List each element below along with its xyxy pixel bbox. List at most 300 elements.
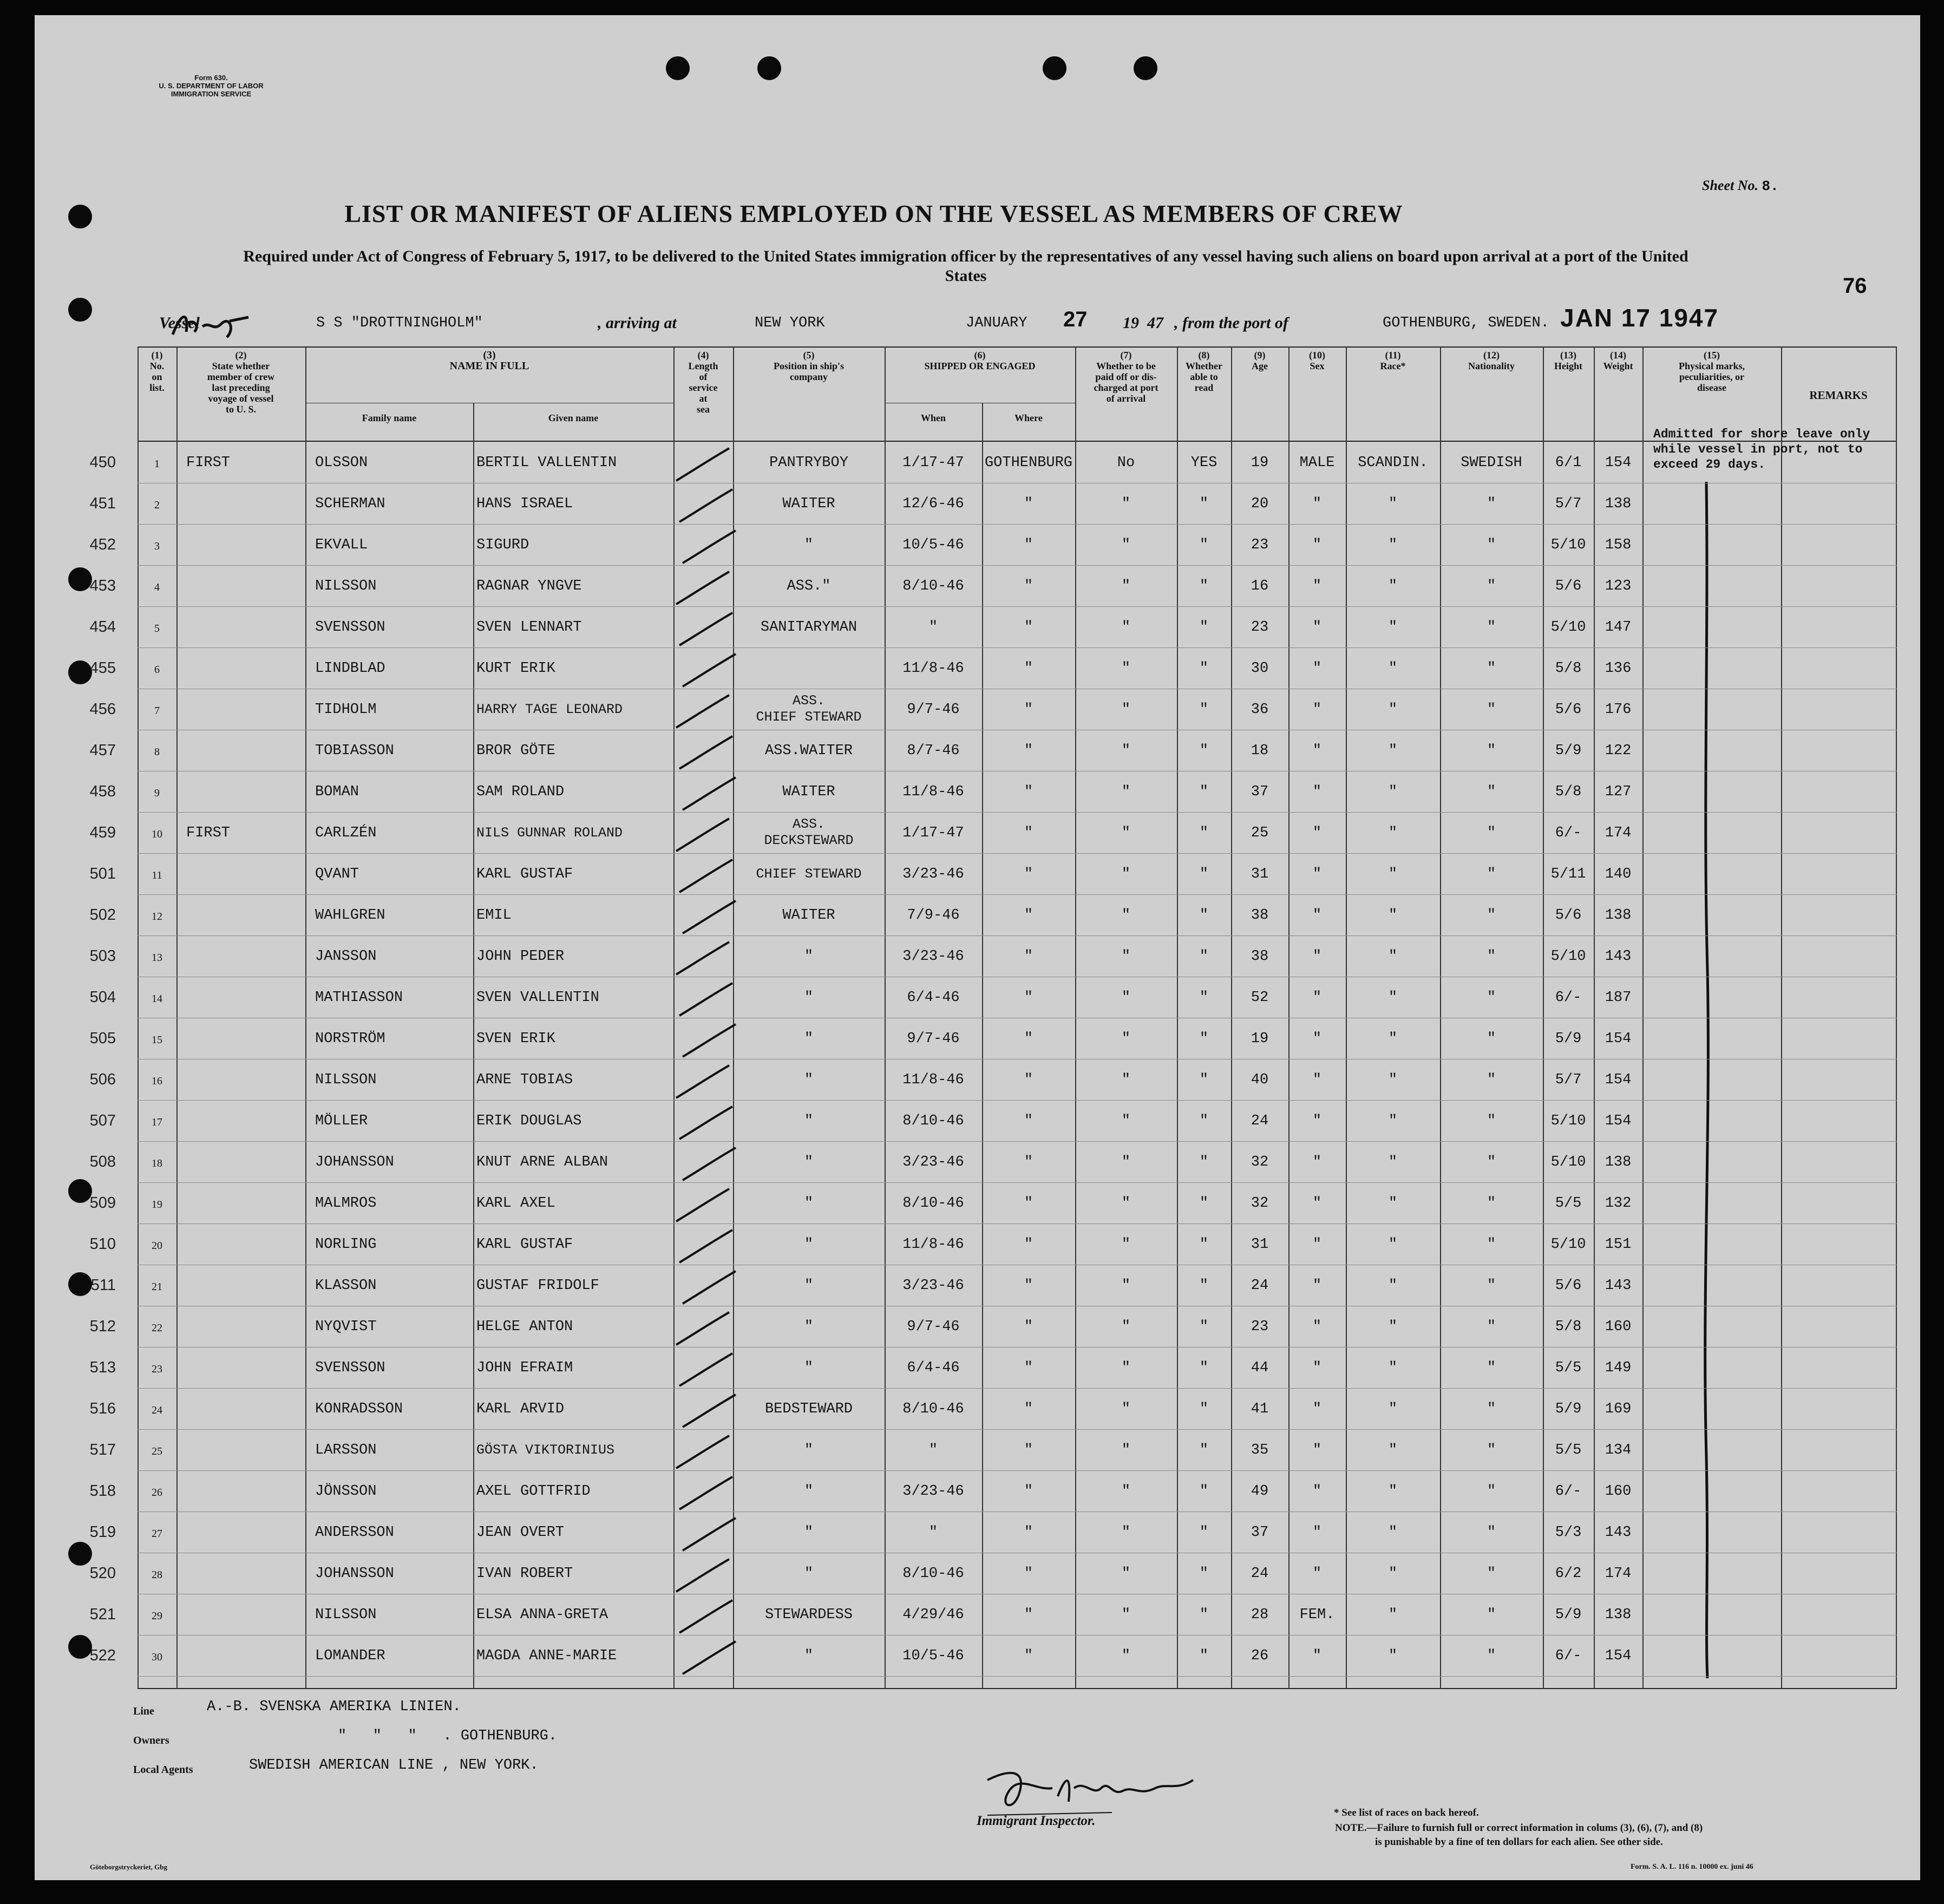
service-check-mark — [671, 1308, 736, 1351]
row-rule — [138, 1429, 1897, 1430]
sex-cell: " — [1312, 1566, 1322, 1582]
height-cell: 5/10 — [1550, 1154, 1586, 1170]
shipped-where-cell: " — [1024, 1072, 1033, 1088]
header-age: (9) Age — [1252, 350, 1268, 371]
paid-off-cell: " — [1121, 619, 1131, 636]
given-name-cell: SAM ROLAND — [476, 784, 565, 800]
punch-hole — [666, 56, 690, 80]
paid-off-cell: " — [1121, 866, 1131, 882]
weight-cell: 154 — [1605, 1031, 1632, 1047]
weight-cell: 176 — [1605, 702, 1632, 718]
age-cell: 19 — [1251, 455, 1269, 471]
paid-off-cell: " — [1121, 784, 1131, 800]
sex-cell: " — [1312, 1031, 1322, 1047]
weight-cell: 151 — [1605, 1236, 1632, 1253]
nationality-cell: " — [1487, 784, 1496, 800]
family-name-cell: JANSSON — [315, 948, 377, 965]
family-name-cell: NORSTRÖM — [315, 1031, 385, 1047]
nationality-cell: " — [1487, 1607, 1496, 1623]
race-cell: " — [1388, 537, 1398, 553]
shipped-where-cell: " — [1024, 1195, 1033, 1212]
form-reference: Form. S. A. L. 116 n. 10000 ex. juni 46 — [1631, 1863, 1753, 1871]
sex-cell: " — [1312, 619, 1322, 636]
sheet-number — [1702, 178, 1779, 194]
service-check-mark — [671, 1185, 736, 1228]
shipped-where-cell: " — [1024, 1319, 1033, 1335]
position-cell: WAITER — [782, 907, 835, 924]
shipped-when-cell: 10/5-46 — [902, 1648, 964, 1664]
nationality-cell: " — [1487, 990, 1496, 1006]
family-name-cell: KLASSON — [315, 1278, 377, 1294]
row-number: 14 — [152, 993, 162, 1005]
paid-off-cell: " — [1121, 1278, 1131, 1294]
shipped-where-cell: " — [1024, 1154, 1033, 1170]
able-to-read-cell: " — [1199, 1113, 1209, 1129]
family-name-cell: LARSSON — [315, 1442, 377, 1458]
family-name-cell: NILSSON — [315, 1607, 377, 1623]
shipped-where-cell: " — [1024, 825, 1033, 841]
header-given-name: Given name — [548, 413, 599, 423]
weight-cell: 143 — [1605, 948, 1632, 965]
manifest-reference-number: 452 — [89, 536, 116, 553]
position-cell: STEWARDESS — [764, 1607, 853, 1623]
shipped-when-cell: 8/10-46 — [902, 1566, 964, 1582]
nationality-cell: " — [1487, 825, 1496, 841]
row-rule — [138, 1676, 1897, 1677]
header-where: Where — [1014, 413, 1043, 423]
service-check-mark — [674, 1226, 739, 1269]
nationality-cell: " — [1487, 1236, 1496, 1253]
given-name-cell: JOHN PEDER — [476, 948, 565, 965]
shipped-when-cell: 11/8-46 — [902, 784, 964, 800]
paid-off-cell: " — [1121, 1566, 1131, 1582]
manifest-reference-number: 509 — [89, 1194, 116, 1212]
service-check-mark — [671, 814, 736, 858]
age-cell: 25 — [1251, 825, 1269, 841]
shipped-when-cell: 9/7-46 — [907, 1319, 960, 1335]
header-position: (5) Position in ship's company — [773, 350, 845, 382]
row-rule — [138, 1100, 1897, 1101]
family-name-cell: KONRADSSON — [315, 1401, 403, 1417]
manifest-reference-number: 457 — [89, 742, 116, 759]
weight-cell: 154 — [1605, 1648, 1632, 1664]
able-to-read-cell: " — [1199, 1236, 1209, 1253]
position-cell: WAITER — [782, 496, 835, 512]
race-cell: " — [1388, 1648, 1398, 1664]
shipped-where-cell: " — [1024, 1236, 1033, 1253]
row-number: 6 — [154, 664, 160, 676]
sheet-label: Sheet No. — [1702, 178, 1758, 193]
table-bottom-rule — [138, 1688, 1897, 1689]
manifest-reference-number: 456 — [89, 701, 116, 718]
row-rule — [138, 1182, 1897, 1183]
manifest-reference-number: 520 — [89, 1565, 116, 1582]
able-to-read-cell: " — [1199, 1360, 1209, 1376]
given-name-cell: ELSA ANNA-GRETA — [476, 1607, 608, 1623]
vessel-line — [143, 304, 1719, 337]
age-cell: 32 — [1251, 1195, 1269, 1212]
header-shipped-or-engaged: (6) SHIPPED OR ENGAGED — [924, 350, 1036, 371]
immigrant-inspector-label: Immigrant Inspector. — [977, 1814, 1096, 1828]
given-name-cell: GUSTAF FRIDOLF — [476, 1278, 599, 1294]
family-name-cell: MATHIASSON — [315, 990, 403, 1006]
given-name-cell: HELGE ANTON — [476, 1319, 573, 1335]
row-number: 28 — [152, 1569, 162, 1581]
sex-cell: " — [1312, 702, 1322, 718]
shipped-where-cell: " — [1024, 743, 1033, 759]
given-name-cell: SIGURD — [476, 537, 529, 553]
position-cell: " — [804, 1113, 814, 1129]
service-check-mark — [677, 773, 742, 816]
race-cell: " — [1388, 1566, 1398, 1582]
row-number: 22 — [152, 1322, 162, 1334]
family-name-cell: WAHLGREN — [315, 907, 385, 924]
weight-cell: 169 — [1605, 1401, 1632, 1417]
age-cell: 23 — [1251, 1319, 1269, 1335]
position-cell: " — [804, 537, 814, 553]
height-cell: 5/8 — [1555, 1319, 1582, 1335]
service-check-mark — [674, 979, 739, 1022]
height-cell: 6/- — [1555, 990, 1582, 1006]
age-cell: 19 — [1251, 1031, 1269, 1047]
weight-cell: 132 — [1605, 1195, 1632, 1212]
header-physical-marks: (15) Physical marks, peculiarities, or disease — [1678, 350, 1745, 393]
family-name-cell: NORLING — [315, 1236, 377, 1253]
height-cell: 5/9 — [1555, 1607, 1582, 1623]
shipped-where-cell: " — [1024, 1607, 1033, 1623]
position-cell: " — [804, 1524, 814, 1541]
shipped-when-cell: 11/8-46 — [902, 660, 964, 677]
paid-off-cell: " — [1121, 1154, 1131, 1170]
service-check-mark — [677, 897, 742, 940]
manifest-reference-number: 516 — [89, 1400, 116, 1417]
position-cell: " — [804, 1648, 814, 1664]
manifest-reference-number: 458 — [89, 783, 116, 800]
race-cell: " — [1388, 1236, 1398, 1253]
punch-hole — [1043, 56, 1066, 80]
able-to-read-cell: " — [1199, 825, 1209, 841]
nationality-cell: " — [1487, 660, 1496, 677]
sex-cell: " — [1312, 825, 1322, 841]
shipped-where-cell: " — [1024, 1648, 1033, 1664]
row-number: 27 — [152, 1528, 162, 1540]
nationality-cell: " — [1487, 1524, 1496, 1541]
sex-cell: " — [1312, 1278, 1322, 1294]
age-cell: 37 — [1251, 1524, 1269, 1541]
last-voyage-cell: FIRST — [186, 455, 231, 471]
height-cell: 5/5 — [1555, 1360, 1582, 1376]
race-cell: " — [1388, 496, 1398, 512]
nationality-cell: " — [1487, 743, 1496, 759]
manifest-reference-number: 501 — [89, 865, 116, 882]
shipped-where-cell: " — [1024, 907, 1033, 924]
sex-cell: " — [1312, 660, 1322, 677]
shipped-when-cell: 3/23-46 — [902, 1278, 964, 1294]
header-when: When — [920, 413, 946, 423]
row-number: 4 — [154, 581, 160, 593]
shipped-where-cell: " — [1024, 866, 1033, 882]
race-cell: " — [1388, 1031, 1398, 1047]
sex-cell: MALE — [1299, 455, 1335, 471]
nationality-cell: " — [1487, 496, 1496, 512]
service-name: IMMIGRATION SERVICE — [171, 90, 252, 98]
weight-cell: 174 — [1605, 825, 1632, 841]
age-cell: 23 — [1251, 537, 1269, 553]
printer-mark: Göteborgstryckeriet, Gbg — [90, 1863, 167, 1871]
race-cell: " — [1388, 619, 1398, 636]
manifest-reference-number: 518 — [89, 1482, 116, 1500]
weight-cell: 134 — [1605, 1442, 1632, 1458]
able-to-read-cell: " — [1199, 1319, 1209, 1335]
service-check-mark — [671, 567, 736, 611]
age-cell: 31 — [1251, 1236, 1269, 1253]
paid-off-cell: " — [1121, 537, 1131, 553]
age-cell: 24 — [1251, 1113, 1269, 1129]
punch-hole — [68, 1542, 92, 1566]
service-check-mark — [674, 1102, 739, 1146]
family-name-cell: QVANT — [315, 866, 359, 882]
sex-cell: " — [1312, 578, 1322, 594]
weight-cell: 160 — [1605, 1319, 1632, 1335]
position-cell: ASS.WAITER — [764, 743, 853, 759]
given-name-cell: JEAN OVERT — [476, 1524, 565, 1541]
form-number: Form 630. — [194, 74, 228, 82]
given-name-cell: RAGNAR YNGVE — [476, 578, 582, 594]
service-check-mark — [677, 1267, 742, 1310]
age-cell: 37 — [1251, 784, 1269, 800]
shipped-when-cell: 3/23-46 — [902, 1154, 964, 1170]
age-cell: 38 — [1251, 948, 1269, 965]
shipped-where-cell: " — [1024, 496, 1033, 512]
able-to-read-cell: " — [1199, 990, 1209, 1006]
row-rule — [138, 812, 1897, 813]
paid-off-cell: " — [1121, 948, 1131, 965]
given-name-cell: SVEN ERIK — [476, 1031, 555, 1047]
line-value: A.-B. SVENSKA AMERIKA LINIEN. — [207, 1699, 461, 1715]
height-cell: 6/- — [1555, 1483, 1582, 1500]
service-check-mark — [674, 1596, 739, 1639]
weight-cell: 149 — [1605, 1360, 1632, 1376]
given-name-cell: KARL ARVID — [476, 1401, 565, 1417]
shipped-when-cell: 8/10-46 — [902, 1401, 964, 1417]
shipped-when-cell: 6/4-46 — [907, 990, 960, 1006]
arrival-port: NEW YORK — [755, 315, 825, 331]
manifest-reference-number: 504 — [89, 989, 116, 1006]
height-cell: 5/10 — [1550, 537, 1586, 553]
shipped-where-cell: " — [1024, 537, 1033, 553]
given-name-cell: HARRY TAGE LEONARD — [476, 702, 623, 717]
age-cell: 20 — [1251, 496, 1269, 512]
position-cell: SANITARYMAN — [760, 619, 858, 636]
paid-off-cell: " — [1121, 825, 1131, 841]
nationality-cell: " — [1487, 702, 1496, 718]
race-cell: " — [1388, 1154, 1398, 1170]
manifest-reference-number: 521 — [89, 1606, 116, 1623]
height-cell: 5/11 — [1550, 866, 1586, 882]
paid-off-cell: " — [1121, 1072, 1131, 1088]
manifest-reference-number: 453 — [89, 577, 116, 594]
family-name-cell: SCHERMAN — [315, 496, 385, 512]
nationality-cell: " — [1487, 1360, 1496, 1376]
given-name-cell: GÖSTA VIKTORINIUS — [476, 1442, 615, 1458]
shipped-where-cell: " — [1024, 990, 1033, 1006]
height-cell: 5/9 — [1555, 1401, 1582, 1417]
height-cell: 5/9 — [1555, 743, 1582, 759]
service-check-mark — [671, 444, 736, 487]
departure-port: GOTHENBURG, SWEDEN. — [1383, 315, 1549, 331]
row-rule — [138, 1141, 1897, 1142]
able-to-read-cell: " — [1199, 537, 1209, 553]
race-cell: " — [1388, 1072, 1398, 1088]
position-cell: " — [804, 1031, 814, 1047]
sex-cell: " — [1312, 1195, 1322, 1212]
shipped-where-cell: " — [1024, 784, 1033, 800]
service-check-mark — [671, 1431, 736, 1475]
position-cell: BEDSTEWARD — [764, 1401, 853, 1417]
manifest-reference-number: 522 — [89, 1647, 116, 1664]
service-check-mark — [677, 1143, 742, 1187]
manifest-reference-number: 451 — [89, 495, 116, 512]
manifest-reference-number: 455 — [89, 659, 116, 677]
weight-cell: 154 — [1605, 1113, 1632, 1129]
family-name-cell: NYQVIST — [315, 1319, 377, 1335]
nationality-cell: " — [1487, 1648, 1496, 1664]
row-number: 30 — [152, 1651, 162, 1663]
shipped-when-cell: 11/8-46 — [902, 1072, 964, 1088]
race-cell: " — [1388, 1319, 1398, 1335]
able-to-read-cell: YES — [1190, 455, 1218, 471]
shipped-where-cell: GOTHENBURG — [984, 455, 1073, 471]
row-rule — [138, 935, 1897, 936]
able-to-read-cell: " — [1199, 1607, 1209, 1623]
sex-cell: FEM. — [1299, 1607, 1335, 1623]
remarks-note: Admitted for shore leave only while vessel in port, not to exceed 29 days. — [1653, 427, 1870, 472]
weight-cell: 122 — [1605, 743, 1632, 759]
nationality-cell: " — [1487, 1319, 1496, 1335]
given-name-cell: ARNE TOBIAS — [476, 1072, 573, 1088]
last-voyage-cell: FIRST — [186, 825, 231, 841]
manifest-page — [35, 15, 1920, 1880]
row-number: 29 — [152, 1610, 162, 1622]
race-cell: " — [1388, 578, 1398, 594]
manifest-reference-number: 510 — [89, 1235, 116, 1253]
shipped-where-cell: " — [1024, 1442, 1033, 1458]
punch-hole — [68, 298, 92, 322]
handwritten-initials — [170, 307, 251, 345]
given-name-cell: KARL GUSTAF — [476, 866, 573, 882]
shipped-where-cell: " — [1024, 1401, 1033, 1417]
race-cell: " — [1388, 743, 1398, 759]
family-name-cell: JÖNSSON — [315, 1483, 377, 1500]
family-name-cell: OLSSON — [315, 455, 368, 471]
row-number: 20 — [152, 1240, 162, 1252]
paid-off-cell: " — [1121, 578, 1131, 594]
manifest-reference-number: 502 — [89, 906, 116, 924]
height-cell: 5/6 — [1555, 578, 1582, 594]
sex-cell: " — [1312, 784, 1322, 800]
family-name-cell: ANDERSSON — [315, 1524, 394, 1541]
position-cell: ASS. CHIEF STEWARD — [756, 693, 862, 725]
sex-cell: " — [1312, 866, 1322, 882]
shipped-where-cell: " — [1024, 1031, 1033, 1047]
header-no-on-list: (1) No. on list. — [149, 350, 165, 393]
manifest-reference-number: 512 — [89, 1318, 116, 1335]
header-height: (13) Height — [1554, 350, 1582, 371]
nationality-cell: " — [1487, 866, 1496, 882]
header-race: (11) Race* — [1380, 350, 1406, 371]
shipped-when-cell: 9/7-46 — [907, 1031, 960, 1047]
header-able-to-read: (8) Whether able to read — [1186, 350, 1222, 393]
sex-cell: " — [1312, 990, 1322, 1006]
weight-cell: 138 — [1605, 907, 1632, 924]
sex-cell: " — [1312, 1154, 1322, 1170]
weight-cell: 138 — [1605, 1607, 1632, 1623]
manifest-reference-number: 454 — [89, 618, 116, 636]
header-name-in-full: (3) NAME IN FULL — [449, 349, 529, 372]
position-cell: " — [804, 1442, 814, 1458]
paid-off-cell: " — [1121, 702, 1131, 718]
race-cell: " — [1388, 1278, 1398, 1294]
row-number: 7 — [154, 705, 160, 717]
service-check-mark — [671, 691, 736, 734]
header-family-name: Family name — [362, 413, 417, 423]
weight-cell: 127 — [1605, 784, 1632, 800]
shipped-where-cell: " — [1024, 1483, 1033, 1500]
paid-off-cell: " — [1121, 907, 1131, 924]
header-nationality: (12) Nationality — [1468, 350, 1515, 371]
header-bottom-rule — [138, 441, 1897, 442]
row-number: 23 — [152, 1363, 162, 1375]
row-number: 18 — [152, 1157, 162, 1169]
able-to-read-cell: " — [1199, 702, 1209, 718]
row-rule — [138, 1470, 1897, 1471]
given-name-cell: EMIL — [476, 907, 512, 924]
nationality-cell: " — [1487, 1154, 1496, 1170]
height-cell: 6/2 — [1555, 1566, 1582, 1582]
given-name-cell: SVEN LENNART — [476, 619, 582, 636]
row-rule — [138, 606, 1897, 607]
shipped-when-cell: 11/8-46 — [902, 1236, 964, 1253]
sex-cell: " — [1312, 1524, 1322, 1541]
able-to-read-cell: " — [1199, 1524, 1209, 1541]
race-cell: " — [1388, 948, 1398, 965]
paid-off-cell: " — [1121, 1483, 1131, 1500]
shipped-when-cell: 7/9-46 — [907, 907, 960, 924]
family-name-cell: NILSSON — [315, 578, 377, 594]
given-name-cell: ERIK DOUGLAS — [476, 1113, 582, 1129]
arrival-month: JANUARY — [966, 315, 1027, 331]
punch-hole — [1134, 56, 1157, 80]
position-cell: " — [804, 1072, 814, 1088]
height-cell: 5/8 — [1555, 784, 1582, 800]
position-cell: ASS." — [787, 578, 831, 594]
paid-off-cell: " — [1121, 1360, 1131, 1376]
shipped-when-cell: 3/23-46 — [902, 1483, 964, 1500]
row-number: 16 — [152, 1075, 162, 1087]
paid-off-cell: No — [1117, 455, 1135, 471]
given-name-cell: AXEL GOTTFRID — [476, 1483, 591, 1500]
given-name-cell: KARL AXEL — [476, 1195, 555, 1212]
row-number: 21 — [152, 1281, 162, 1293]
service-check-mark — [674, 1349, 739, 1392]
nationality-cell: " — [1487, 1483, 1496, 1500]
sex-cell: " — [1312, 1648, 1322, 1664]
sex-cell: " — [1312, 907, 1322, 924]
height-cell: 5/6 — [1555, 1278, 1582, 1294]
able-to-read-cell: " — [1199, 1195, 1209, 1212]
family-name-cell: LOMANDER — [315, 1648, 385, 1664]
sex-cell: " — [1312, 1442, 1322, 1458]
